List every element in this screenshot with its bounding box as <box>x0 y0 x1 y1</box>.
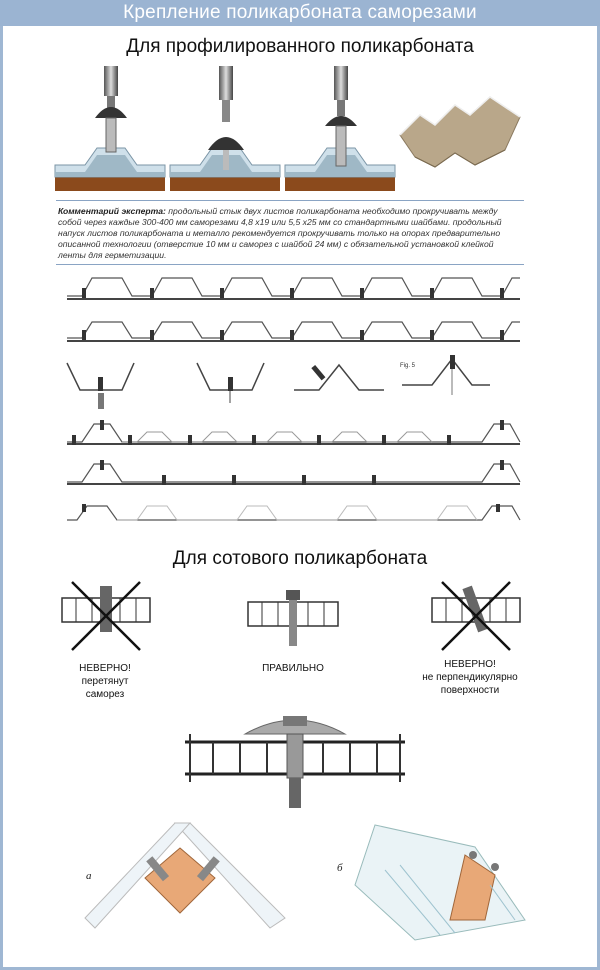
cellular-wrong-overtightened <box>62 582 150 652</box>
profile-diagram-4 <box>62 460 522 496</box>
expert-comment-label: Комментарий эксперта: <box>58 206 166 216</box>
detail-crest-screw-fig5 <box>402 355 490 395</box>
detail-crest-screw-angled <box>294 365 384 390</box>
caption-wrong-overtightened <box>60 662 150 701</box>
illustration-screw-row <box>55 60 395 195</box>
caption-wrong-1: НЕВЕРНО! <box>79 663 131 674</box>
page-title: Крепление поликарбоната саморезами <box>0 0 600 26</box>
profile-diagram-2 <box>62 318 522 350</box>
corrugated-sheet-3d <box>395 95 525 175</box>
comment-bottom-rule <box>56 264 524 265</box>
section-title-profiled: Для профилированного поликарбоната <box>126 36 474 57</box>
profile-diagram-1 <box>62 272 522 312</box>
cellular-correct <box>248 590 338 650</box>
section-title-cellular: Для сотового поликарбоната <box>172 548 428 569</box>
screw-illustration-3 <box>285 66 395 191</box>
comment-top-rule <box>56 200 524 201</box>
screw-illustration-1 <box>55 66 165 191</box>
ridge-detail-b <box>355 825 535 945</box>
caption-wrong-3: саморез <box>85 689 125 700</box>
detail-valley-screw-1 <box>67 363 134 409</box>
expert-comment <box>58 206 520 261</box>
fig-5-label: Fig. 5 <box>400 363 416 369</box>
caption-angle-2: не перпендикулярно <box>422 672 518 683</box>
caption-correct: ПРАВИЛЬНО <box>262 663 324 674</box>
caption-angle-3: поверхности <box>440 685 500 696</box>
screw-illustration-2 <box>170 66 280 191</box>
ridge-detail-a <box>85 818 295 958</box>
caption-wrong-2: перетянут <box>81 676 129 687</box>
ridge-label-a: а <box>86 870 92 882</box>
cellular-wrong-angle <box>432 582 520 652</box>
ridge-label-b: б <box>337 862 343 874</box>
caption-wrong-angle <box>408 658 532 697</box>
thermo-washer-detail <box>185 712 405 812</box>
caption-angle-1: НЕВЕРНО! <box>444 659 496 670</box>
profile-diagram-5 <box>62 500 522 528</box>
expert-comment-text: продольный стык двух листов поликарбоната необходимо прокручивать между собой через каждые 300-400 мм саморезами 4,8 х19 или 5,5 х25 мм со стандартными шайбами. продольный напуск листов поликарбоната и металло рекомендуется прокручивать только на опорах предварительно описанной технологии (отверстие 10 мм и саморез с шайбой 24 мм) с обязательной установкой клейкой ленты для герметизации. <box>58 206 502 260</box>
detail-valley-screw-2 <box>197 363 264 403</box>
profile-detail-row <box>62 355 492 410</box>
profile-diagram-3 <box>62 420 522 456</box>
